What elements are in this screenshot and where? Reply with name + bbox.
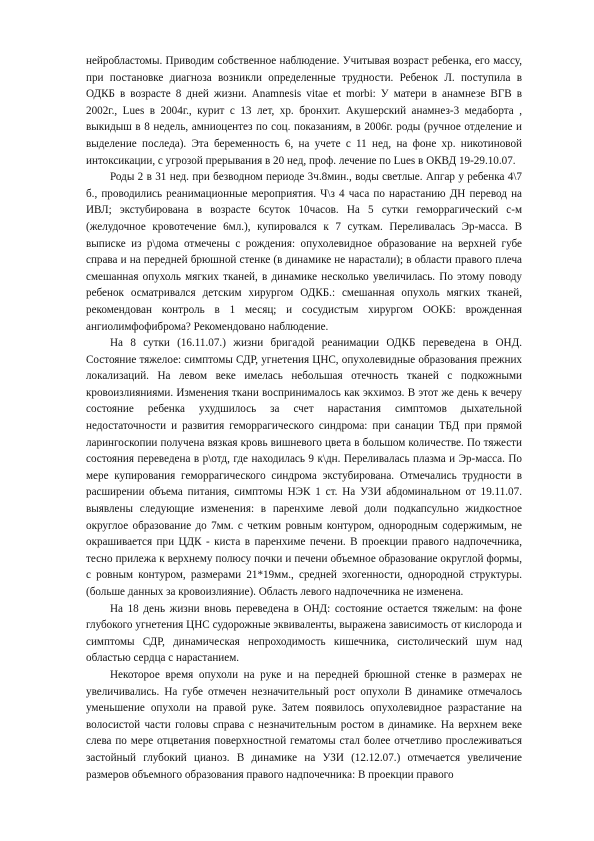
paragraph-3: На 8 сутки (16.11.07.) жизни бригадой реанимации ОДКБ переведена в ОНД. Состояние тяжелое: симптомы СДР, угнетения ЦНС, опухолевидные образования прежних локализаций. На левом веке имелась небольшая отечность тканей с подкожными кровоизлияниями. Изменения ткани воспринималось как экхимоз. В этот же день к вечеру состояние ребенка ухудшилось за счет нарастания симптомов дыхательной недостаточности и развития геморрагического синдрома: при санации ТБД при прямой ларингоскопии получена вязкая кровь вишневого цвета в большом количестве. По тяжести состояния переведена в р\отд, где находилась 9 к\дн. Переливалась плазма и Эр-масса. По мере купирования геморрагического синдрома экстубирована. Отмечались трудности в расширении объема питания, симптомы НЭК 1 ст. На УЗИ абдоминальном от 19.11.07. выявлены следующие изменения: в паренхиме левой доли подкапсульно жидкостное округлое образование до 7мм. с четким ровным контуром, однородным содержимым, не окрашивается при ЦДК - киста в паренхиме печени. В проекции правого надпочечника, тесно прилежа к верхнему полюсу почки и печени объемное образование округлой формы, с ровным контуром, размерами 21*19мм., средней эхогенности, однородной структуры. (больше данных за кровоизлияние). Область левого надпочечника не изменена.: [86, 337, 522, 598]
paragraph-4: На 18 день жизни вновь переведена в ОНД: состояние остается тяжелым: на фоне глубокого угнетения ЦНС судорожные эквиваленты, выражена зависимость от кислорода и симптомы СДР, динамическая непроходимость кишечника, систолический шум над областью сердца с нарастанием.: [86, 602, 522, 665]
paragraph-2: Роды 2 в 31 нед. при безводном периоде 3ч.8мин., воды светлые. Апгар у ребенка 4\7 б., проводились реанимационные мероприятия. Ч\з 4 часа по нарастанию ДН перевод на ИВЛ; экстубирована в возрасте 6суток 10часов. На 5 сутки геморрагический с-м (желудочное кровотечение 6мл.), купировался к 7 суткам. Переливалась Эр-масса. В выписке из р\дома отмечены с рождения: опухолевидное образование на верхней губе справа и на передней брюшной стенке (в динамике не нарастали); в области правого плеча смешанная опухоль мягких тканей, в динамике несколько увеличилась. По этому поводу ребенок осматривался детским хирургом ОДКБ.: смешанная опухоль мягких тканей, рекомендован контроль в 1 месяц; и сосудистым хирургом ООКБ: врожденная ангиолимфофиброма? Рекомендовано наблюдение.: [86, 171, 522, 333]
document-body: [86, 53, 522, 783]
paragraph-1: нейробластомы. Приводим собственное наблюдение. Учитывая возраст ребенка, его массу, при постановке диагноза возникли определенные трудности. Ребенок Л. поступила в ОДКБ в возрасте 8 дней жизни. Anamnesis vitae et morbi: У матери в анамнезе ВГВ в 2002г., Lues в 2004г., курит с 13 лет, хр. бронхит. Акушерский анамнез-3 медаборта , выкидыш в 8 недель, амниоцентез по соц. показаниям, в 2006г. роды (ручное отделение и выделение последа). Эта беременность 6, на учете с 11 нед, на фоне хр. никотиновой интоксикации, с угрозой прерывания в 20 нед, проф. лечение по Lues в ОКВД 19-29.10.07.: [86, 55, 522, 167]
paragraph-5: Некоторое время опухоли на руке и на передней брюшной стенке в размерах не увеличивались. На губе отмечен незначительный рост опухоли В динамике отмечалось уменьшение опухоли на правой руке. Затем появилось опухолевидное разрастание на волосистой части головы справа с незначительным ростом в динамике. На верхнем веке слева по мере отцветания поверхностной гематомы стал более отчетливо прослеживаться застойный глубокий цианоз. В динамике на УЗИ (12.12.07.) отмечается увеличение размеров объемного образования правого надпочечника: В проекции правого: [86, 668, 522, 781]
